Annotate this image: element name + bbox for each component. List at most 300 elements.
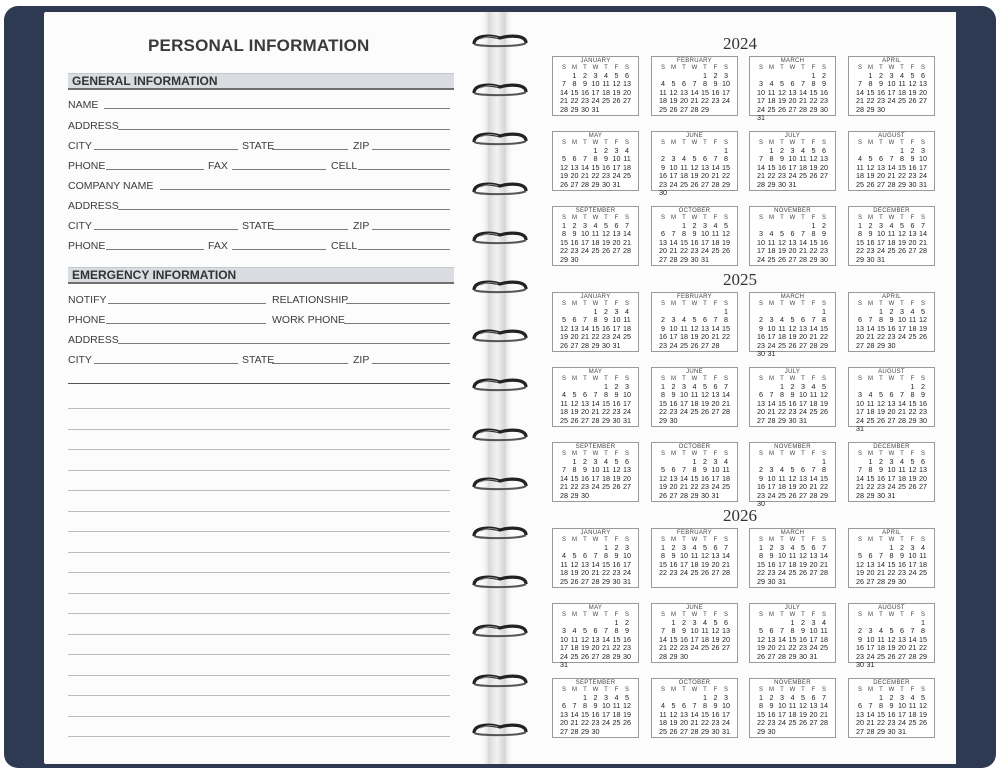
day-number: 19 [659,482,667,492]
day-number: 18 [788,709,797,719]
emergency-state-field[interactable] [272,363,348,364]
day-number: 12 [856,559,864,569]
relationship-label: RELATIONSHIP [272,294,349,306]
day-number: 6 [790,79,795,89]
day-number: 24 [623,568,631,578]
notes-line[interactable] [68,716,450,717]
day-number: 3 [682,543,686,552]
day-number [808,417,819,425]
day-number: 13 [856,323,864,333]
day-number: 31 [866,660,875,670]
day-number [886,661,897,669]
day-number: 20 [701,332,709,342]
day-number: 12 [701,390,709,400]
day-number: 23 [602,171,610,181]
day-number: 22 [898,171,906,181]
day-number: 7 [583,154,587,164]
notes-line[interactable] [68,408,450,409]
day-number: 24 [560,651,568,661]
work-phone-field[interactable] [344,323,450,324]
day-number: 29 [570,490,579,500]
day-number: 11 [767,87,776,97]
day-number: 11 [560,398,568,408]
city2-field[interactable] [94,229,238,230]
day-number: 15 [722,162,730,172]
name-field[interactable] [104,108,450,109]
day-number: 22 [757,718,765,728]
day-number: 18 [680,171,688,181]
day-number [907,342,918,350]
day-number: 15 [788,634,797,644]
day-number: 28 [809,490,818,500]
phone-label: PHONE [68,160,106,172]
day-number: 20 [669,482,678,492]
cell-field[interactable] [358,169,450,170]
day-number: 16 [877,473,885,483]
day-number: 29 [602,576,610,586]
weekday-header: S M T W T F S [561,451,629,457]
day-number: 9 [572,229,577,239]
day-number: 19 [788,482,797,492]
day-number: 24 [680,568,688,578]
day-number: 16 [778,162,786,172]
month-calendar [749,603,836,663]
day-number: 30 [669,415,678,425]
day-number: 31 [757,113,765,123]
day-number: 19 [778,246,786,256]
day-number: 2 [713,693,718,702]
day-number: 24 [669,340,678,350]
month-name: AUGUST [878,133,905,139]
month-calendar [848,206,935,266]
day-number: 4 [682,315,686,325]
day-number: 19 [570,568,579,578]
day-number: 3 [614,307,619,316]
day-number [886,106,897,114]
day-number: 31 [560,660,568,670]
day-number: 11 [722,465,730,475]
binding-ring [470,722,530,738]
day-number: 2 [769,693,774,702]
day-number: 3 [724,71,728,80]
day-grid [849,72,934,114]
day-number: 3 [889,71,894,80]
day-number: 6 [572,315,577,325]
notes-line[interactable] [68,613,450,614]
day-number: 10 [877,229,885,239]
weekday-header: S M T W T F S [561,301,629,307]
day-number [897,425,908,433]
day-number: 15 [722,323,730,333]
day-number: 14 [560,473,568,483]
day-number: 30 [778,179,786,189]
notes-line[interactable] [68,572,450,573]
day-number [897,661,908,669]
day-number [679,417,690,425]
day-number: 13 [799,323,807,333]
day-number: 28 [591,415,600,425]
weekday-header: S M T W T F S [758,65,826,71]
day-number: 15 [570,473,579,483]
day-number: 27 [722,643,730,653]
day-number: 9 [889,701,894,711]
day-number: 30 [820,104,828,114]
day-number: 10 [898,701,906,711]
day-number: 19 [701,398,709,408]
day-number: 12 [690,162,699,172]
day-number: 17 [767,332,776,342]
day-number: 8 [572,465,577,475]
company-name-field[interactable] [160,189,450,190]
month-calendar [651,131,738,198]
day-number: 24 [757,104,765,114]
day-number: 19 [623,709,631,719]
day-number: 21 [722,398,730,408]
day-number: 26 [711,643,720,653]
day-number: 5 [790,465,795,475]
day-number: 7 [692,701,697,711]
cell2-field[interactable] [358,249,450,250]
notify-field[interactable] [108,303,266,304]
day-number: 19 [820,398,828,408]
day-number: 24 [778,718,786,728]
fax-field[interactable] [232,169,326,170]
day-number [689,417,700,425]
day-number: 11 [701,626,709,636]
day-number: 6 [790,229,795,239]
day-number: 9 [801,626,805,636]
phone2-field[interactable] [106,249,204,250]
day-number: 8 [822,315,826,325]
day-number: 22 [570,482,579,492]
day-number: 15 [757,559,765,569]
day-number: 13 [877,162,885,172]
company-name-label: COMPANY NAME [68,180,154,192]
day-number: 2 [790,382,795,391]
day-number: 15 [809,237,818,247]
day-number: 27 [591,651,600,661]
day-number: 16 [757,482,765,492]
day-number: 14 [591,559,600,569]
weekday-header: S M T W T F S [758,451,826,457]
zip2-field[interactable] [372,229,450,230]
day-number: 3 [583,221,587,230]
day-number: 2 [889,693,894,702]
city-field[interactable] [94,149,238,150]
day-number: 28 [570,726,579,736]
day-number [622,492,633,500]
emergency-address-field[interactable] [118,343,450,344]
day-number: 29 [581,726,589,736]
day-number: 9 [614,551,619,561]
day-number: 22 [908,407,917,417]
day-grid [652,619,737,661]
day-number: 22 [866,482,875,492]
day-number: 15 [898,162,906,172]
day-number: 23 [908,171,917,181]
notes-line[interactable] [68,695,450,696]
day-number: 12 [799,701,807,711]
day-number: 25 [690,568,699,578]
day-number: 19 [669,718,678,728]
day-number: 14 [778,634,786,644]
day-number: 26 [757,651,765,661]
day-number: 1 [604,382,608,391]
day-number: 10 [898,315,906,325]
month-name: MAY [588,369,603,375]
day-number: 18 [680,332,688,342]
day-grid [849,147,934,189]
relationship-field[interactable] [346,303,450,304]
day-number: 20 [809,709,818,719]
day-number: 4 [910,307,915,316]
day-number: 17 [788,162,797,172]
day-number: 5 [879,390,883,400]
day-number: 30 [877,104,885,114]
state-field[interactable] [272,149,348,150]
day-number: 21 [659,643,667,653]
day-number: 3 [692,618,697,627]
day-number: 12 [809,154,818,164]
day-number: 25 [866,415,875,425]
day-number [808,181,819,189]
day-number: 10 [680,551,688,561]
emergency-zip-field[interactable] [372,363,450,364]
day-number: 22 [680,246,688,256]
day-number: 10 [612,154,621,164]
day-number: 11 [908,315,917,325]
day-number: 23 [856,651,864,661]
day-number: 8 [661,390,665,400]
state2-field[interactable] [272,229,348,230]
month-calendar [651,56,738,116]
weekday-header: S M T W T F S [660,65,728,71]
day-number: 28 [623,246,631,256]
notify-label: NOTIFY [68,294,107,306]
day-number: 13 [701,323,709,333]
day-number: 25 [680,340,688,350]
day-number: 25 [809,407,818,417]
day-number: 20 [856,718,864,728]
day-number: 8 [759,551,763,561]
day-number: 31 [877,254,885,264]
day-number [787,500,798,508]
day-number: 12 [877,398,885,408]
day-number: 23 [690,246,699,256]
day-number: 24 [612,332,621,342]
notes-line[interactable] [68,470,450,471]
day-number: 12 [560,323,568,333]
day-number: 20 [722,634,730,644]
day-number: 28 [898,415,906,425]
day-number: 21 [591,568,600,578]
weekday-header: S M T W T F S [561,140,629,146]
notes-line[interactable] [68,593,450,594]
day-number: 29 [690,490,699,500]
day-number: 25 [767,104,776,114]
day-number: 6 [724,618,728,627]
day-number: 4 [801,146,805,155]
emergency-city-field[interactable] [94,363,238,364]
day-number: 7 [801,229,805,239]
day-number: 10 [711,465,720,475]
day-number: 28 [711,179,720,189]
month-name: FEBRUARY [677,530,712,536]
day-number: 15 [877,323,885,333]
day-number: 14 [856,87,864,97]
day-number: 16 [669,559,678,569]
day-number: 21 [866,718,875,728]
binding-ring [470,476,530,492]
day-number: 20 [877,171,885,181]
address-field[interactable] [118,129,450,130]
day-number: 14 [602,634,610,644]
fax2-field[interactable] [232,249,326,250]
notes-line[interactable] [68,449,450,450]
day-number: 6 [811,693,816,702]
day-number [622,256,633,264]
day-number: 25 [602,482,610,492]
day-number: 19 [856,568,864,578]
notes-line[interactable] [68,531,450,532]
month-calendar [749,206,836,266]
day-number: 4 [910,693,915,702]
day-number: 13 [866,559,875,569]
day-number: 7 [562,465,566,475]
day-number: 4 [811,382,816,391]
notes-line[interactable] [68,675,450,676]
day-number: 27 [919,96,927,106]
day-number: 29 [788,651,797,661]
notes-line[interactable] [68,490,450,491]
notes-line[interactable] [68,429,450,430]
day-number: 15 [591,162,600,172]
day-number: 13 [919,465,927,475]
day-number [798,728,809,736]
day-number: 20 [887,407,896,417]
emergency-state-label: STATE [242,354,275,366]
day-number: 16 [701,473,709,483]
day-number: 6 [759,390,763,400]
day-number: 4 [780,465,784,475]
address2-label: ADDRESS [68,200,119,212]
day-number: 12 [711,626,720,636]
weekday-header: S M T W T F S [660,612,728,618]
month-name: SEPTEMBER [575,208,616,214]
day-number: 25 [560,415,568,425]
day-number: 2 [661,315,665,325]
day-number [689,653,700,661]
day-number: 15 [767,162,776,172]
day-number: 9 [682,626,686,636]
day-number: 7 [811,465,816,475]
day-number: 27 [669,490,678,500]
day-number [710,653,721,661]
day-number: 14 [623,229,631,239]
day-number: 18 [778,332,786,342]
day-number: 11 [602,79,610,89]
day-number: 5 [780,229,784,239]
day-number: 24 [757,254,765,264]
day-number: 11 [591,229,600,239]
day-number: 6 [713,382,718,391]
day-number: 5 [790,315,795,325]
emergency-phone-field[interactable] [106,323,266,324]
weekday-header: S M T W T F S [758,301,826,307]
day-number: 4 [661,701,665,711]
day-number: 3 [593,457,598,466]
day-number: 21 [887,171,896,181]
weekday-header: S M T W T F S [758,537,826,543]
day-number: 15 [856,237,864,247]
day-number: 14 [908,634,917,644]
day-number: 24 [767,490,776,500]
notes-line[interactable] [68,736,450,737]
day-number [787,114,798,122]
day-number: 3 [671,315,676,325]
day-number [798,181,809,189]
day-number [808,578,819,586]
day-number: 28 [757,179,765,189]
weekday-header: S M T W T F S [561,215,629,221]
notes-line[interactable] [68,552,450,553]
day-number: 21 [711,171,720,181]
day-number: 31 [919,179,927,189]
day-number: 4 [692,382,697,391]
day-number [766,500,777,508]
day-number: 9 [713,79,718,89]
day-number: 17 [767,482,776,492]
day-number: 2 [858,626,862,636]
day-number: 5 [910,457,915,466]
day-number: 7 [868,701,873,711]
day-number: 12 [919,701,927,711]
day-number: 20 [659,246,667,256]
day-number: 17 [680,398,688,408]
day-number: 11 [866,398,875,408]
day-number: 31 [591,104,600,114]
day-number: 10 [757,87,765,97]
day-number: 17 [757,246,765,256]
notes-line[interactable] [68,634,450,635]
day-number: 29 [778,415,786,425]
phone-field[interactable] [106,169,204,170]
day-number: 8 [671,626,676,636]
day-number: 16 [581,473,589,483]
day-number: 19 [560,171,568,181]
day-number: 15 [591,323,600,333]
address-label: ADDRESS [68,120,119,132]
day-number: 6 [614,221,619,230]
day-grid [750,147,835,189]
day-number [918,492,929,500]
day-number: 10 [701,229,709,239]
day-number: 9 [625,626,629,636]
notes-line[interactable] [68,654,450,655]
day-number: 12 [560,162,568,172]
day-number: 12 [570,398,579,408]
day-number: 17 [887,87,896,97]
address2-field[interactable] [118,209,450,210]
notes-line[interactable] [68,511,450,512]
day-number: 7 [671,229,676,239]
day-number: 20 [680,96,688,106]
zip-field[interactable] [372,149,450,150]
day-number: 23 [778,171,786,181]
day-number: 6 [900,626,904,636]
binding-ring [470,230,530,246]
weekday-header: S M T W T F S [561,537,629,543]
